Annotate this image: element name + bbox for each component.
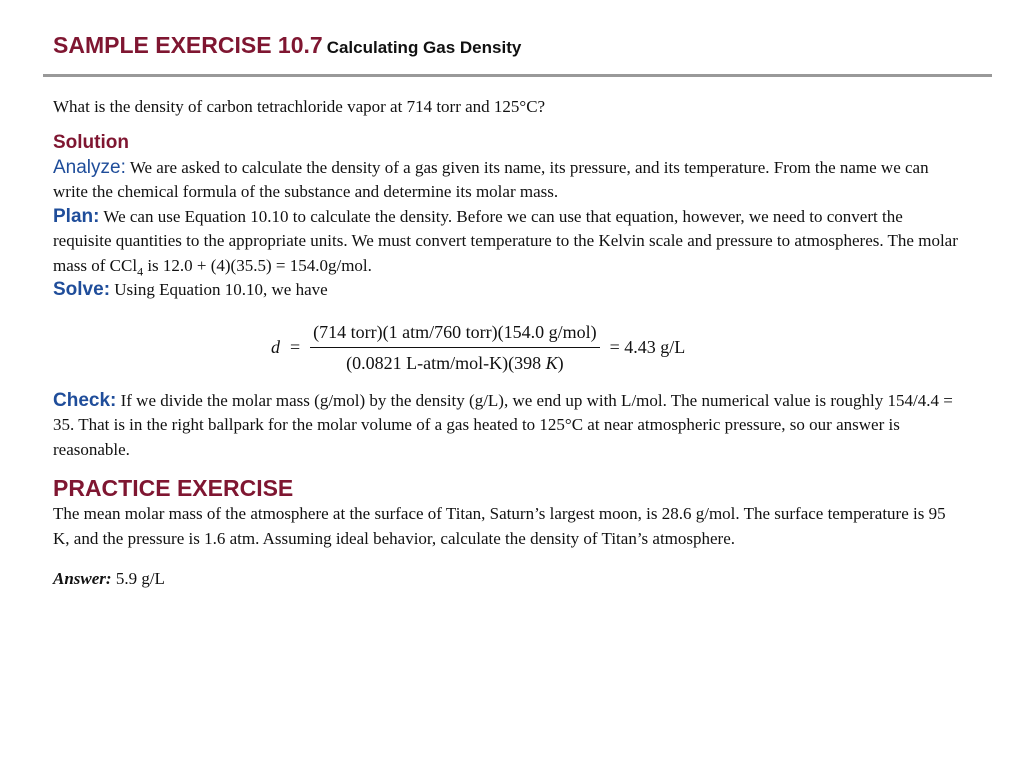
equation-fraction	[310, 320, 599, 376]
analyze-paragraph	[53, 156, 958, 205]
density-equation	[271, 317, 958, 379]
denominator-kelvin: K	[545, 353, 558, 373]
answer-value: 5.9 g/L	[115, 569, 165, 588]
solve-text: Using Equation 10.10, we have	[114, 280, 328, 299]
equation-lhs: d	[271, 337, 280, 358]
check-paragraph	[53, 389, 958, 463]
slide-title	[53, 32, 521, 59]
equation-result: = 4.43 g/L	[609, 337, 686, 358]
question-text: What is the density of carbon tetrachloride vapor at 714 torr and 125°C?	[53, 97, 546, 116]
solve-paragraph	[53, 278, 958, 303]
equation-equals: =	[290, 337, 301, 358]
answer-label: Answer:	[53, 569, 112, 588]
solution-heading: Solution	[53, 131, 129, 153]
denominator-part-b: )	[557, 353, 564, 373]
analyze-text: We are asked to calculate the density of a gas given its name, its pressure, and its temperature. From the name we can write the chemical formula of the substance and determine its molar mass.	[53, 157, 929, 201]
denominator-part-a: (0.0821 L-atm/mol-K)(398	[346, 353, 546, 373]
solve-label: Solve:	[53, 279, 111, 300]
equation-numerator: (714 torr)(1 atm/760 torr)(154.0 g/mol)	[313, 321, 597, 342]
exercise-subtitle: Calculating Gas Density	[326, 38, 522, 57]
exercise-number: SAMPLE EXERCISE 10.7	[53, 32, 323, 58]
plan-label: Plan:	[53, 205, 100, 227]
plan-paragraph	[53, 205, 958, 279]
slide-body	[53, 95, 958, 592]
plan-text: We can use Equation 10.10 to calculate the density. Before we can use that equation, however, we need to convert the requisite quantities to the appropriate units. We must convert temperature to the Kelvin scale and pressure to atmospheres. The molar mass of CCl	[53, 206, 958, 275]
plan-subscript: 4	[137, 263, 144, 278]
check-label: Check:	[53, 389, 117, 411]
title-divider	[43, 74, 992, 77]
answer-line	[53, 567, 958, 592]
check-text: If we divide the molar mass (g/mol) by the density (g/L), we end up with L/mol. The numerical value is roughly 154/4.4 = 35. That is in the right ballpark for the molar volume of a gas heated to 125°C at near atmospheric pressure, so our answer is reasonable.	[53, 390, 953, 459]
analyze-label: Analyze:	[53, 156, 126, 178]
plan-text-end: is 12.0 + (4)(35.5) = 154.0g/mol.	[143, 255, 372, 275]
practice-text: The mean molar mass of the atmosphere at the surface of Titan, Saturn’s largest moon, is 28.6 g/mol. The surface temperature is 95 K, and the pressure is 1.6 atm. Assuming ideal behavior, calculate the density of Titan’s atmosphere.	[53, 504, 946, 548]
equation-denominator	[343, 348, 566, 376]
practice-heading: PRACTICE EXERCISE	[53, 475, 294, 501]
